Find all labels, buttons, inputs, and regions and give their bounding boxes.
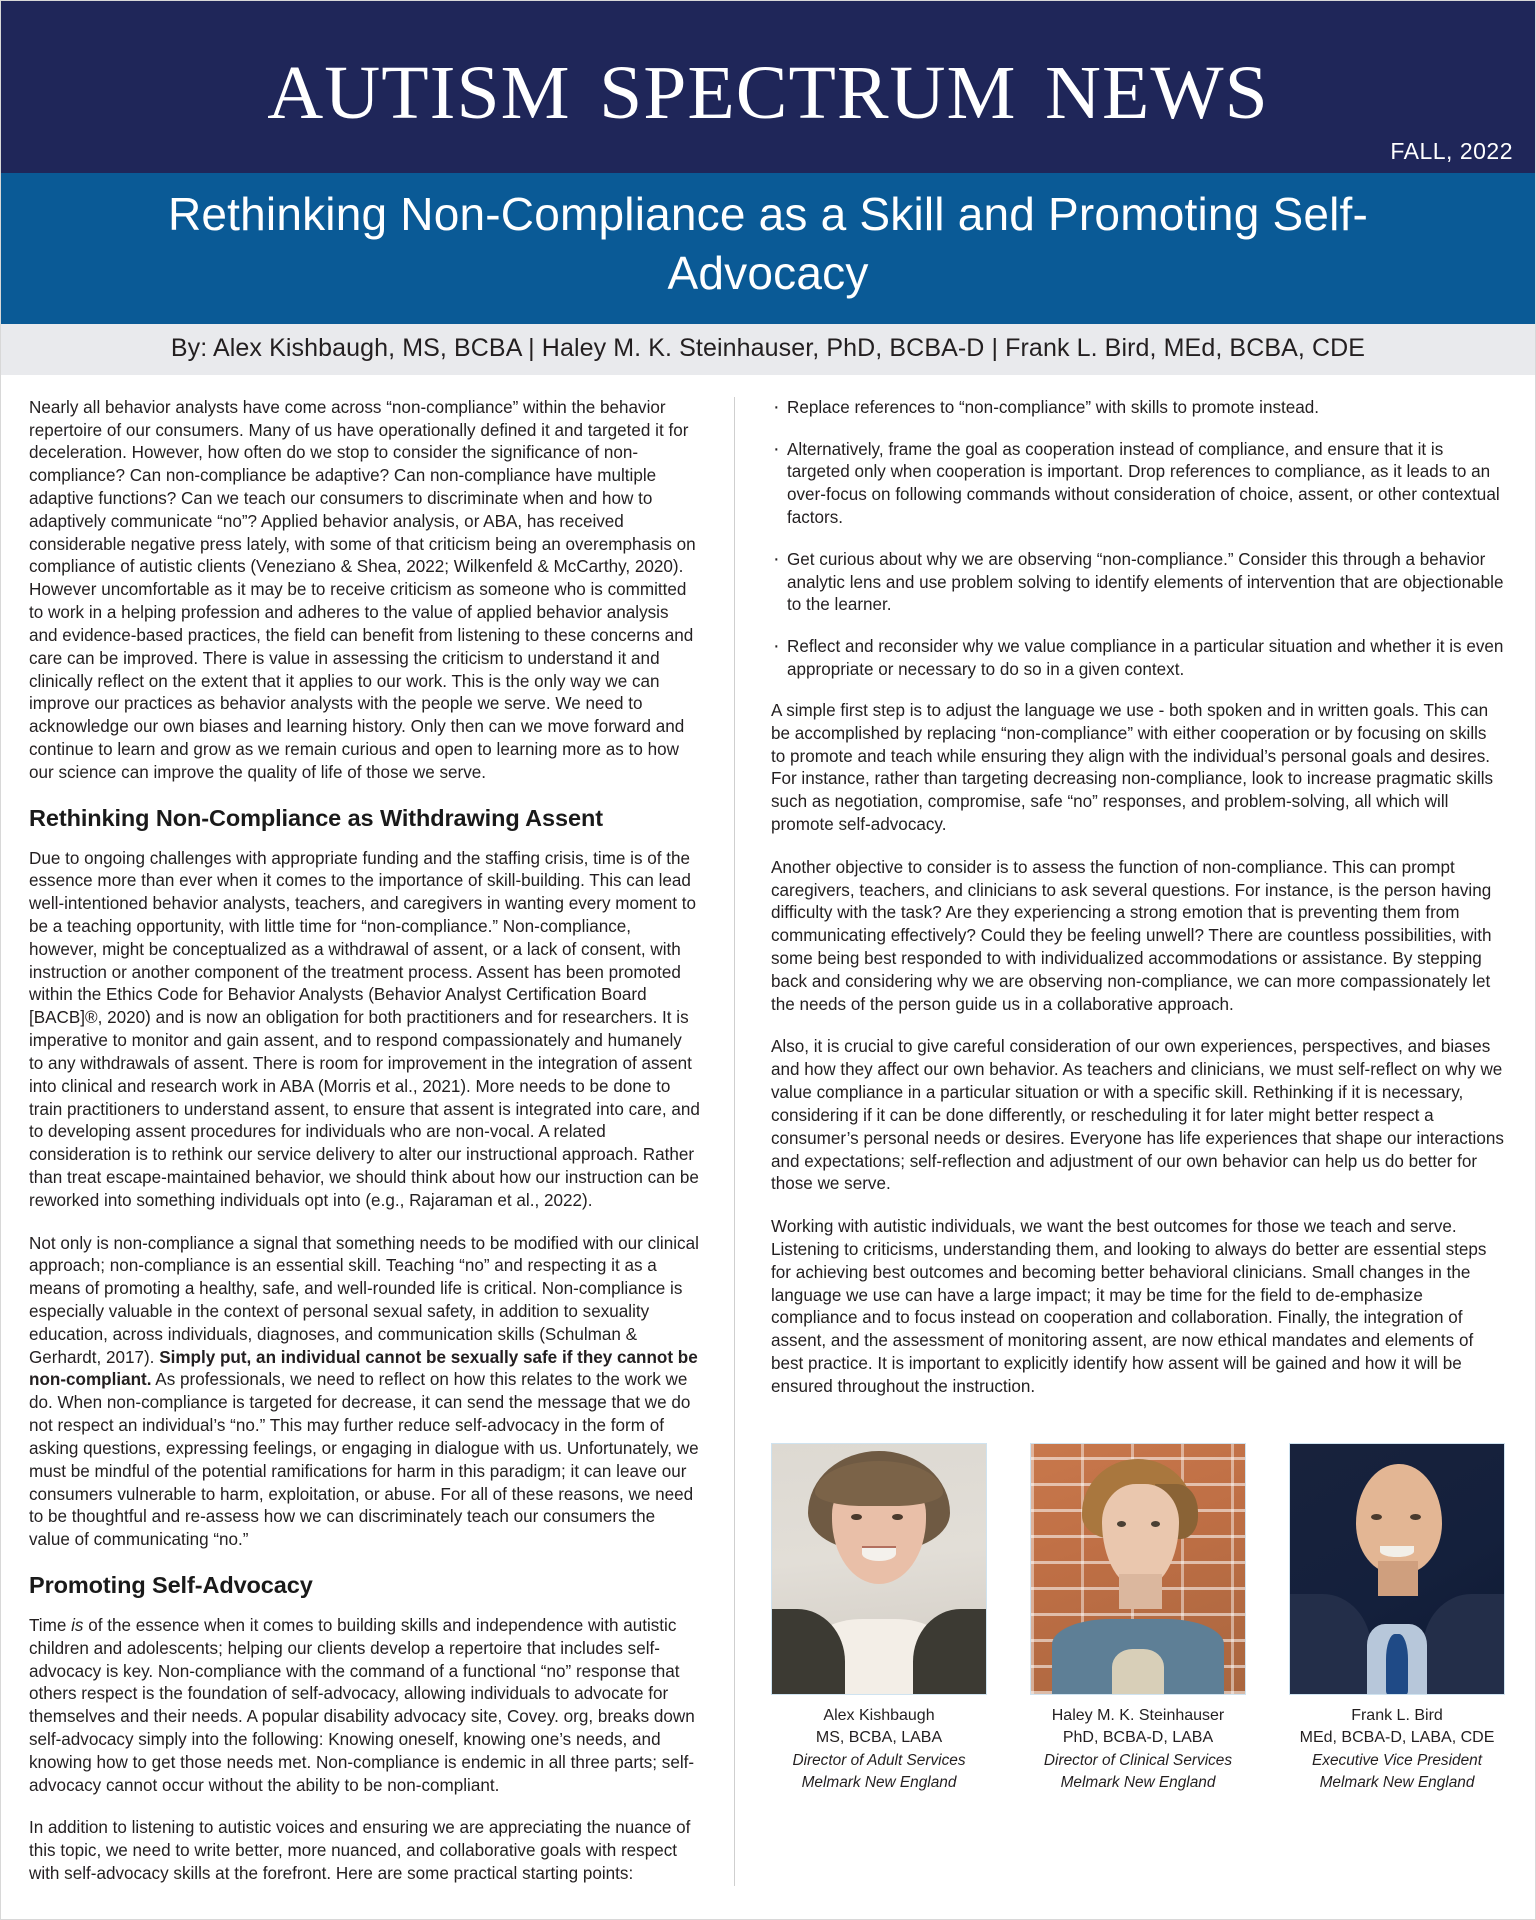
author-role: Director of Adult Services [792,1752,966,1770]
headshot-alex-kishbaugh [771,1443,987,1695]
paragraph-essential-skill-bold: Simply put, an individual cannot be sexually safe if they cannot be non-compliant. [29,1347,698,1390]
author-role: Director of Clinical Services [1043,1752,1233,1770]
paragraph-own-biases: Also, it is crucial to give careful consideration of our own experiences, perspectives, and biases and how they affect our own behavior. As teachers and clinicians, we must self-reflect on why we value compliance in a particular situation or with a specific skill. Rethinking if it is necessary, considering if it can be done differently, or rescheduling it for later might better respect a consumer’s personal needs or desires. Everyone has life experiences that shape our interactions and expectations; self-reflection and adjustment of our own behavior can help us do better for those we serve. [771,1037,1504,1194]
paragraph-assent: Due to ongoing challenges with appropriate funding and the staffing crisis, time is of the essence more than ever when it comes to the importance of skill-building. This can lead well-intentioned behavior analysts, teachers, and caregivers in wanting every moment to be a teaching opportunity, with little time for “non-compliance.” Non-compliance, however, might be conceptualized as a withdrawal of assent, or a lack of consent, with instruction or another component of the treatment process. Assent has been promoted within the Ethics Code for Behavior Analysts (Behavior Analyst Certification Board [BACB]®, 2020) and is now an obligation for both practitioners and for researchers. It is imperative to monitor and gain assent, and to respond compassionately and humanely to any withdrawals of assent. There is room for improvement in the integration of assent into clinical and research work in ABA (Morris et al., 2021). More needs to be done to train practitioners to understand assent, to ensure that assent is integrated into care, and to developing assent procedures for individuals who are non-vocal. A related consideration is to rethink our service delivery to alter our instructional approach. Rather than treat escape-maintained behavior, we should think about how our instruction can be reworked into something individuals opt into (e.g., Rajaraman et al., 2022). [29,848,700,1210]
article-headline: Rethinking Non-Compliance as a Skill and Promoting Self-Advocacy [167,188,1369,299]
author-card [1030,1443,1246,1794]
paragraph-self-advocacy-part-a: Time [29,1615,72,1635]
paragraph-intro: Nearly all behavior analysts have come across “non-compliance” within the behavior repertoire of our consumers. Many of us have operationally defined it and targeted it for deceleration. However, how often do we stop to consider the significance of non-compliance? Can non-compliance be adaptive? Can non-compliance have multiple adaptive functions? Can we teach our consumers to discriminate when and how to adaptively communicate “no”? Applied behavior analysis, or ABA, has received considerable negative press lately, with some of that criticism being an overemphasis on compliance of autistic clients (Veneziano & Shea, 2022; Wilkenfeld & McCarthy, 2020). However uncomfortable as it may be to receive criticism as someone who is committed to work in a helping profession and adheres to the value of applied behavior analysis and evidence-based practices, the field can benefit from listening to these concerns and care can be improved. There is value in assessing the criticism to understand it and clinically reflect on the extent that it applies to our work. This is the only way we can improve our practices as behavior analysts with the people we serve. We need to acknowledge our own biases and learning history. Only then can we move forward and continue to learn and grow as we remain curious and open to learning more as to how our science can improve the quality of life of those we serve. [29,397,696,782]
paragraph-another-objective: Another objective to consider is to assess the function of non-compliance. This can prompt caregivers, teachers, and clinicians to ask several questions. For instance, is the person having difficulty with the task? Are they experiencing a strong emotion that is preventing them from communicating effectively? Could they be feeling unwell? There are countless possibilities, with some being best responded to with individualized accommodations or assistance. By stepping back and considering why we are observing non-compliance, we can more compassionately let the needs of the person guide us in a collaborative approach. [771,857,1492,1014]
paragraph-essential-skill-part-b: As professionals, we need to reflect on how this relates to the work we do. When non-compliance is targeted for decrease, it can send the message that we do not respect an individual’s “no.” This may further reduce self-advocacy in the form of asking questions, expressing feelings, or engaging in dialogue with us. Unfortunately, we must be mindful of the potential ramifications for harm in this paradigm; it can leave our consumers vulnerable to harm, exploitation, or abuse. For all of these reasons, we need to be thoughtful and re-assess how we can discriminately teach our consumers the value of communicating “no.” [29,1370,699,1550]
section-heading-promoting-self-advocacy: Promoting Self-Advocacy [29,1571,313,1598]
paragraph-self-advocacy [29,1615,700,1798]
author-name: Frank L. Bird [1351,1706,1443,1724]
right-column [735,397,1505,1886]
publication-title: autism spectrum news [267,23,1269,142]
list-item: · Reflect and reconsider why we value compliance in a particular situation and whether it is even appropriate or necessary to do so in a given context. [771,636,1505,682]
paragraph-conclusion: Working with autistic individuals, we want the best outcomes for those we teach and serve. Listening to criticisms, understanding them, and looking to always do better are essential steps for achieving best outcomes and becoming better behavioral clinicians. Small changes in the language we use can have a large impact; it may be time for the field to de-emphasize compliance and to focus instead on cooperation and collaboration. Finally, the integration of assent, and the assessment of monitoring assent, are now ethical mandates and elements of best practice. It is important to explicitly identify how assent will be gained and how it will be ensured throughout the instruction. [771,1217,1487,1396]
author-role: Executive Vice President [1312,1752,1482,1770]
author-organization: Melmark New England [801,1773,957,1791]
author-photo-strip [771,1443,1505,1794]
paragraph-essential-skill-part-a: Not only is non-compliance a signal that something needs to be modified with our clinical approach; non-compliance is an essential skill. Teaching “no” and respecting it as a means of promoting a healthy, safe, and well-rounded life is critical. Non-compliance is especially valuable in the context of personal sexual safety, in addition to sexuality education, across individuals, diagnoses, and communication skills (Schulman & Gerhardt, 2017). [29,1233,699,1367]
author-credentials: MEd, BCBA-D, LABA, CDE [1299,1729,1495,1747]
list-item: · Replace references to “non-compliance” with skills to promote instead. [771,397,1505,420]
author-organization: Melmark New England [1060,1773,1216,1791]
author-card [1289,1443,1505,1794]
author-credentials: PhD, BCBA-D, LABA [1062,1729,1214,1747]
paragraph-simple-first-step: A simple first step is to adjust the language we use - both spoken and in written goals. This can be accomplished by replacing “non-compliance” with either cooperation or by focusing on skills to promote and teach while ensuring they align with the individual’s personal goals and desires. For instance, rather than targeting decreasing non-compliance, look to increase pragmatic skills such as negotiation, compromise, safe “no” responses, and problem-solving, all which will promote self-advocacy. [771,700,1494,834]
list-item: · Get curious about why we are observing “non-compliance.” Consider this through a behavior analytic lens and use problem solving to identify elements of intervention that are objectionable to the learner. [771,549,1505,617]
practical-starting-points-list [771,397,1505,682]
paragraph-starting-points-lead-in: In addition to listening to autistic voices and ensuring we are appreciating the nuance of this topic, we need to write better, more nuanced, and collaborative goals with respect with self-advocacy skills at the forefront. Here are some practical starting points: [29,1818,691,1884]
paragraph-essential-skill [29,1233,700,1552]
masthead [1,1,1535,173]
author-organization: Melmark New England [1319,1773,1475,1791]
author-card [771,1443,987,1794]
issue-date: FALL, 2022 [1390,138,1513,164]
left-column [29,397,735,1886]
paragraph-self-advocacy-part-b: of the essence when it comes to building skills and independence with autistic children and adolescents; helping our clients develop a repertoire that includes self-advocacy is key. Non-compliance with the command of a functional “no” response that others respect is the foundation of self-advocacy, allowing individuals to advocate for themselves and their needs. A popular disability advocacy site, Covey. org, breaks down self-advocacy simply into the following: Knowing oneself, knowing one’s needs, and knowing how to get those needs met. Non-compliance is endemic in all three parts; self-advocacy cannot occur without the ability to be non-compliant. [29,1615,695,1795]
headshot-haley-steinhauser [1030,1443,1246,1695]
byline-band [1,321,1535,375]
headshot-frank-bird [1289,1443,1505,1695]
article-byline: By: Alex Kishbaugh, MS, BCBA | Haley M. K. Steinhauser, PhD, BCBA-D | Frank L. Bird, MEd, BCBA, CDE [170,333,1366,362]
author-name: Alex Kishbaugh [823,1706,935,1724]
paragraph-self-advocacy-italic: is [71,1615,84,1635]
article-body [1,375,1535,1886]
headline-band [1,173,1535,321]
author-credentials: MS, BCBA, LABA [815,1729,943,1747]
list-item: · Alternatively, frame the goal as cooperation instead of compliance, and ensure that it is targeted only when cooperation is important. Drop references to compliance, as it leads to an over-focus on following commands without consideration of choice, assent, or other contextual factors. [771,439,1505,530]
section-heading-withdrawing-assent: Rethinking Non-Compliance as Withdrawing Assent [29,804,603,831]
author-name: Haley M. K. Steinhauser [1051,1706,1225,1724]
